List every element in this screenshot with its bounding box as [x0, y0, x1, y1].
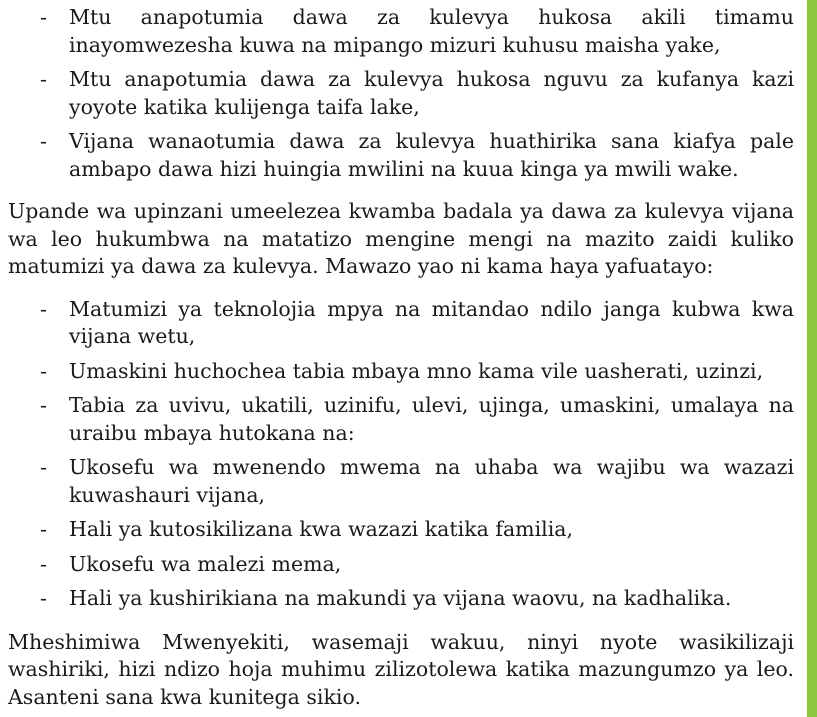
list-item-text: Mtu anapotumia dawa za kulevya hukosa nguvu za kufanya kazi yoyote katika kulijenga taifa lake,: [69, 67, 794, 119]
list-item: [8, 585, 794, 613]
closing-paragraph: Mheshimiwa Mwenyekiti, wasemaji wakuu, ninyi nyote wasikilizaji washiriki, hizi ndizo hoja muhimu zilizotolewa katika mazungumzo ya leo. Asanteni sana kwa kunitega sikio.: [8, 629, 794, 709]
list-item-text: Matumizi ya teknolojia mpya na mitandao ndilo janga kubwa kwa vijana wetu,: [69, 296, 794, 348]
list-item: [8, 551, 794, 579]
list-item-text: Hali ya kushirikiana na makundi ya vijana waovu, na kadhalika.: [69, 586, 732, 610]
list-item-text: Hali ya kutosikilizana kwa wazazi katika familia,: [69, 517, 574, 541]
dash-bullet: -: [40, 67, 47, 91]
list-item-text: Vijana wanaotumia dawa za kulevya huathirika sana kiafya pale ambapo dawa hizi huingia mwilini na kuua kinga ya mwili wake.: [69, 129, 794, 181]
dash-bullet: -: [40, 296, 47, 321]
dash-bullet: -: [40, 517, 47, 541]
dash-bullet: -: [40, 358, 47, 383]
list-item: [8, 392, 794, 447]
list-item: [8, 128, 794, 183]
negative-effects-list: [8, 4, 794, 183]
dash-bullet: -: [40, 551, 47, 576]
document-page: [8, 4, 794, 711]
list-item: [8, 66, 794, 121]
list-item: [8, 454, 794, 509]
dash-bullet: -: [40, 5, 47, 29]
list-item-text: Tabia za uvivu, ukatili, uzinifu, ulevi, ujinga, umaskini, umalaya na uraibu mbaya hutokana na:: [69, 393, 794, 445]
list-item-text: Mtu anapotumia dawa za kulevya hukosa akili timamu inayomwezesha kuwa na mipango mizuri kuhusu maisha yake,: [69, 5, 794, 57]
opposition-paragraph: Upande wa upinzani umeelezea kwamba badala ya dawa za kulevya vijana wa leo hukumbwa na matatizo mengine mengi na mazito zaidi kuliko matumizi ya dawa za kulevya. Mawazo yao ni kama haya yafuatayo:: [8, 199, 794, 278]
page-edge-accent-bar: [807, 0, 817, 717]
dash-bullet: -: [40, 455, 47, 479]
dash-bullet: -: [40, 393, 47, 417]
list-item: [8, 358, 794, 386]
list-item-text: Umaskini huchochea tabia mbaya mno kama vile uasherati, uzinzi,: [69, 358, 764, 383]
dash-bullet: -: [40, 129, 47, 153]
dash-bullet: -: [40, 586, 47, 610]
list-item: [8, 4, 794, 59]
list-item: [8, 296, 794, 351]
list-item: [8, 516, 794, 544]
list-item-text: Ukosefu wa malezi mema,: [69, 551, 342, 576]
opposition-points-list: [8, 296, 794, 613]
list-item-text: Ukosefu wa mwenendo mwema na uhaba wa wajibu wa wazazi kuwashauri vijana,: [69, 455, 794, 507]
